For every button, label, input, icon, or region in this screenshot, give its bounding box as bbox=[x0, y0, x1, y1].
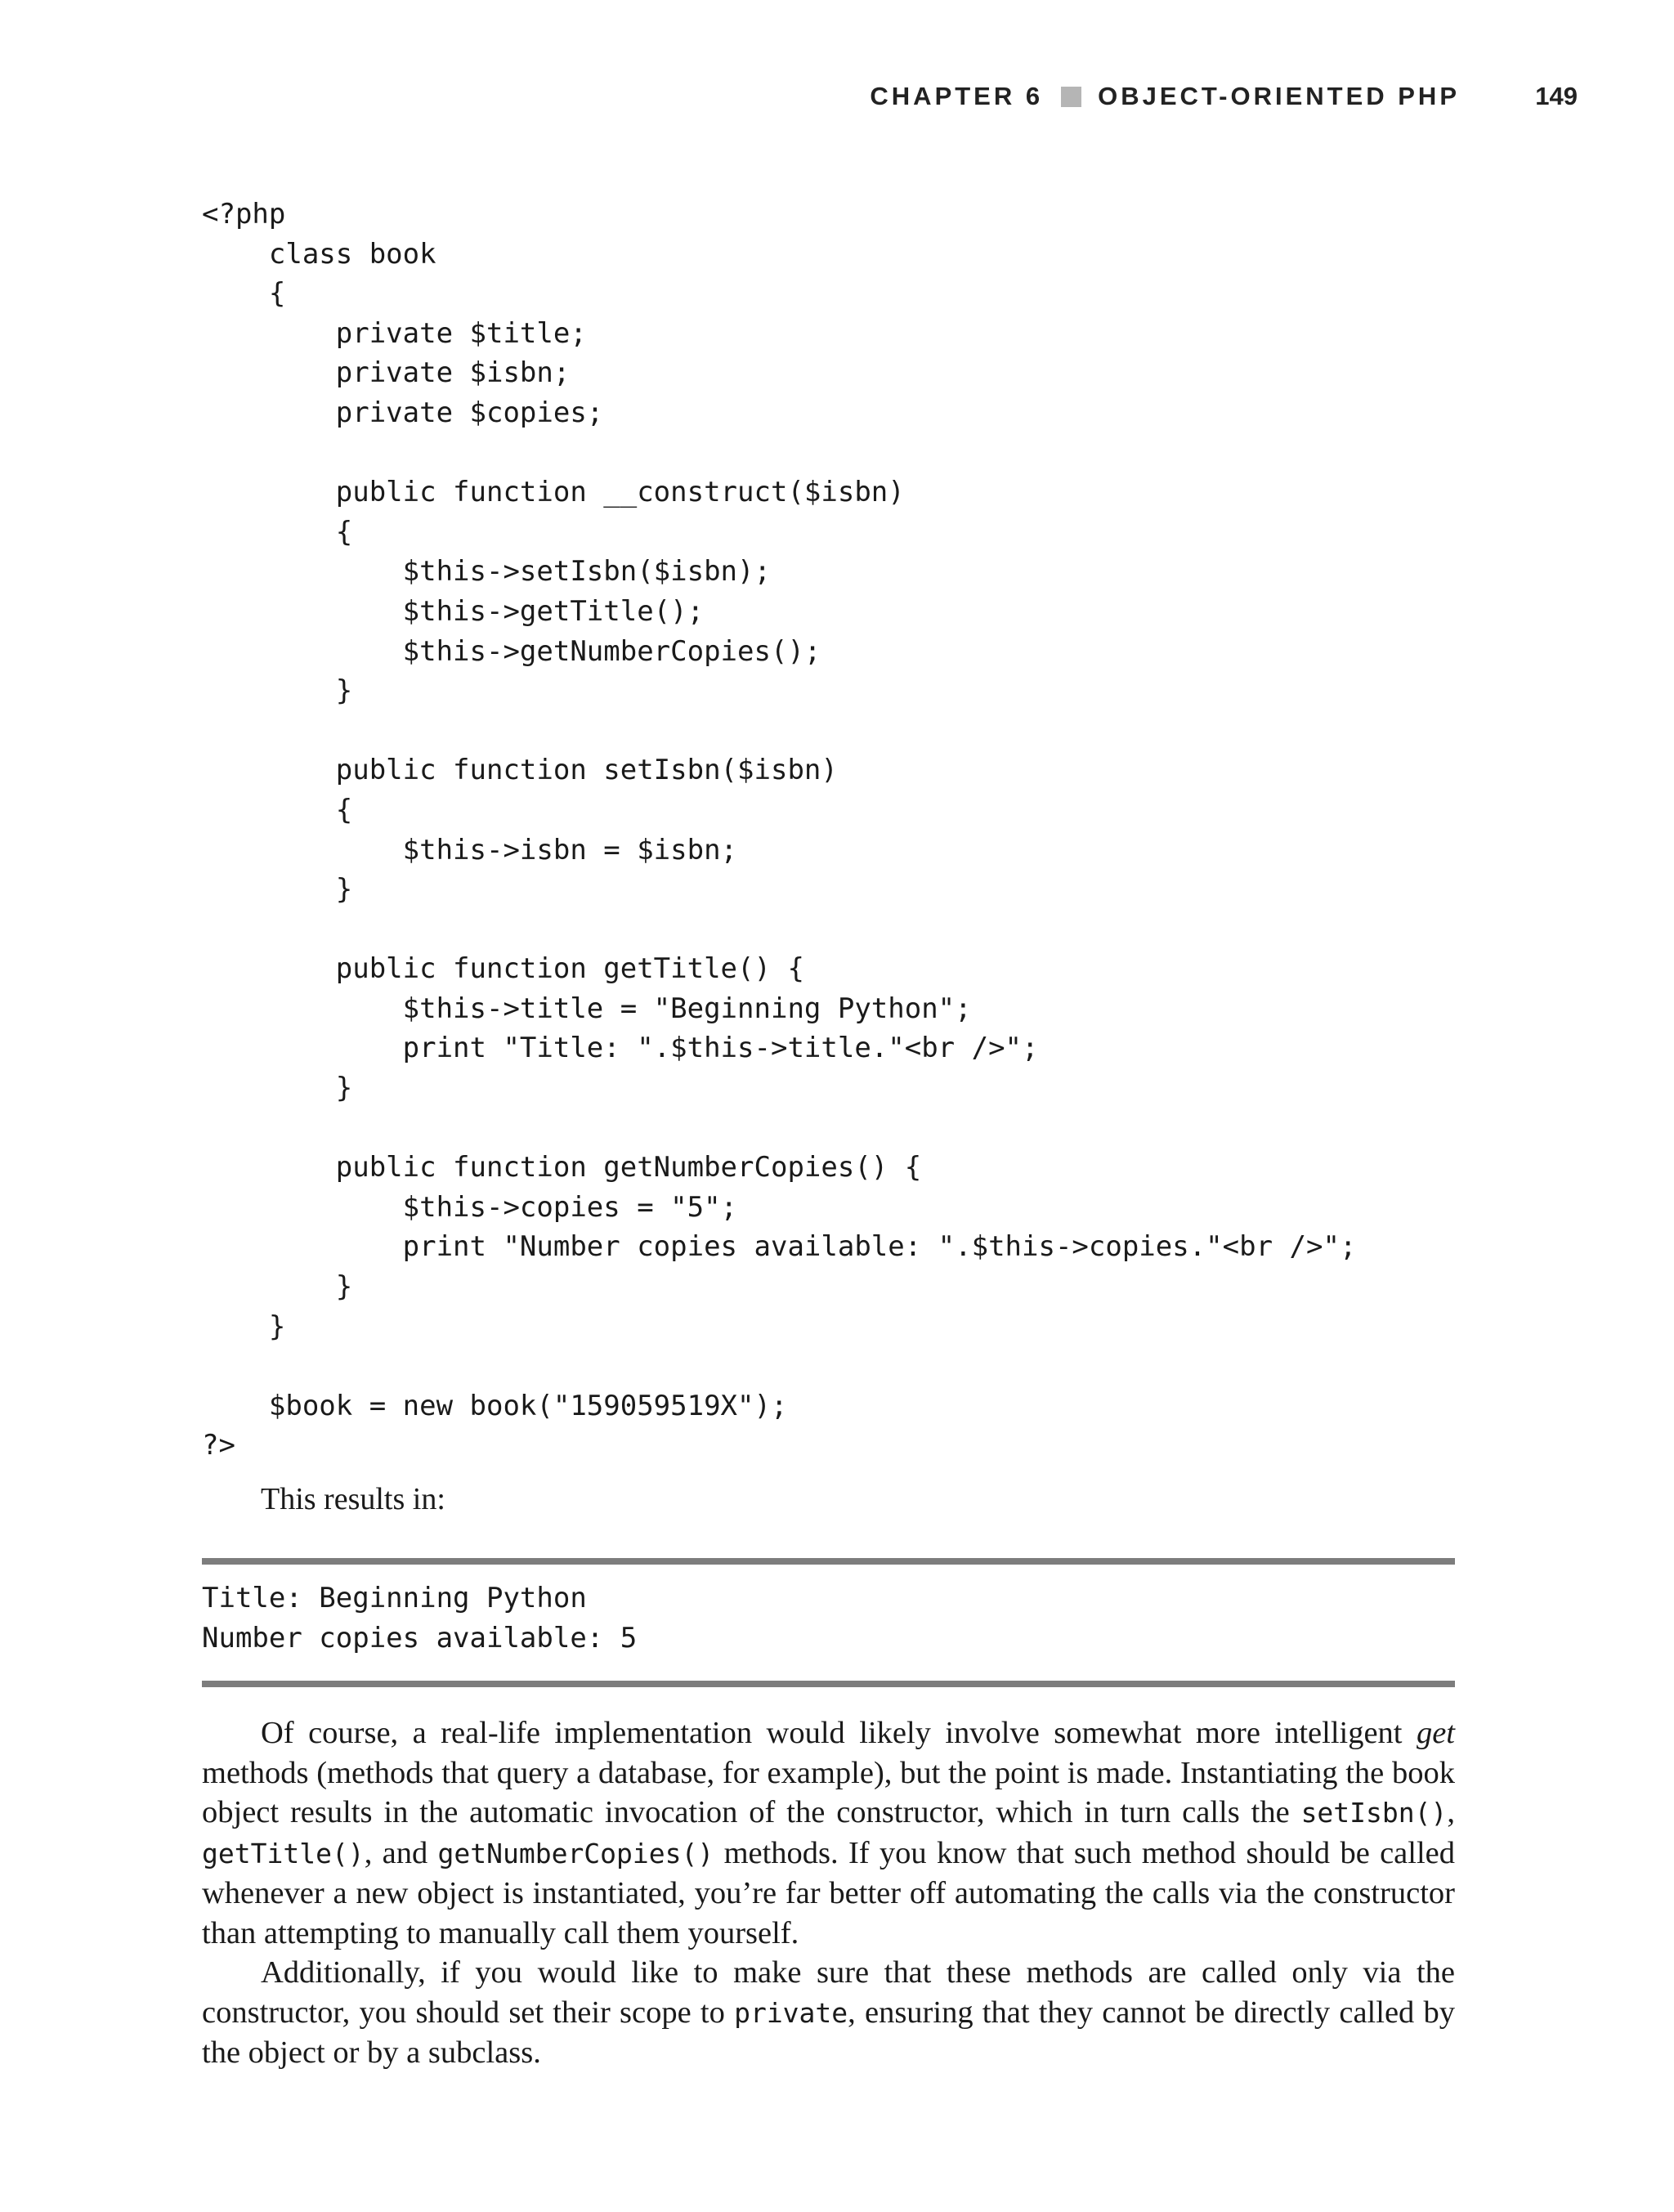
inline-code-setisbn: setIsbn() bbox=[1300, 1797, 1448, 1829]
paragraph-constructor-explanation bbox=[202, 1713, 1455, 1953]
running-head bbox=[870, 82, 1460, 111]
code-line: private $title; bbox=[202, 316, 587, 350]
para1-italic-get: get bbox=[1416, 1716, 1455, 1750]
code-line: $this->setIsbn($isbn); bbox=[202, 555, 771, 589]
code-line bbox=[202, 711, 1356, 751]
para2-text-2: , ensuring that they cannot be directly called by the object or by a subclass. bbox=[202, 1995, 1455, 2070]
code-line: public function getNumberCopies() { bbox=[202, 1151, 922, 1184]
code-line bbox=[202, 1108, 1356, 1149]
body-text bbox=[202, 1713, 1455, 2073]
code-line bbox=[202, 1346, 1356, 1386]
code-line: $this->getNumberCopies(); bbox=[202, 634, 821, 668]
output-line: Title: Beginning Python bbox=[202, 1582, 587, 1614]
chapter-title: OBJECT-ORIENTED PHP bbox=[1098, 82, 1460, 110]
para1-sep-2: , and bbox=[364, 1835, 438, 1870]
para1-sep-1: , bbox=[1447, 1795, 1455, 1829]
code-line: $this->getTitle(); bbox=[202, 594, 705, 628]
code-line: private $isbn; bbox=[202, 356, 571, 390]
inline-code-getnumbercopies: getNumberCopies() bbox=[437, 1837, 714, 1869]
inline-code-gettitle: getTitle() bbox=[202, 1837, 365, 1869]
code-line: class book bbox=[202, 237, 436, 271]
output-bottom-rule bbox=[202, 1681, 1455, 1687]
code-line: } bbox=[202, 1310, 286, 1343]
code-line bbox=[202, 910, 1356, 950]
para1-text-2: methods (methods that query a database, for example), but the point is made. Instantiating the book object results in the automatic invocation of the constructor, which in turn calls the bbox=[202, 1755, 1455, 1829]
para2-text-1: Additionally, if you would like to make sure that these methods are called only via the constructor, you should set their scope to bbox=[202, 1955, 1455, 2030]
code-line: { bbox=[202, 515, 353, 549]
header-separator-square bbox=[1061, 87, 1081, 107]
code-line: $book = new book("159059519X"); bbox=[202, 1389, 788, 1422]
code-line: private $copies; bbox=[202, 396, 604, 429]
code-line: public function setIsbn($isbn) bbox=[202, 754, 838, 787]
output-top-rule bbox=[202, 1558, 1455, 1565]
inline-code-private: private bbox=[734, 1996, 848, 2029]
code-line: $this->title = "Beginning Python"; bbox=[202, 992, 972, 1025]
code-line: } bbox=[202, 1072, 353, 1105]
paragraph-private-scope bbox=[202, 1953, 1455, 2073]
para1-text-1: Of course, a real-life implementation would likely involve somewhat more intelligent bbox=[261, 1716, 1417, 1750]
php-code-listing bbox=[202, 195, 1356, 1466]
chapter-label: CHAPTER 6 bbox=[870, 82, 1044, 110]
code-line: } bbox=[202, 1270, 353, 1304]
results-lead-in: This results in: bbox=[261, 1482, 445, 1516]
code-line: } bbox=[202, 873, 353, 907]
code-line: $this->isbn = $isbn; bbox=[202, 833, 738, 866]
code-line: { bbox=[202, 277, 286, 311]
code-line: public function getTitle() { bbox=[202, 952, 804, 986]
page-number: 149 bbox=[1535, 82, 1578, 110]
output-line: Number copies available: 5 bbox=[202, 1621, 638, 1655]
code-line: $this->copies = "5"; bbox=[202, 1190, 738, 1224]
code-line: ?> bbox=[202, 1429, 235, 1462]
program-output bbox=[202, 1578, 637, 1658]
code-line: { bbox=[202, 793, 353, 826]
code-line: print "Number copies available: ".$this->copies."<br />"; bbox=[202, 1230, 1357, 1264]
para1-text-3: methods. If you know that such method should be called whenever a new object is instantiated, you’re far better off automating the calls via the constructor than attempting to manually call them yourself. bbox=[202, 1835, 1455, 1950]
code-line: <?php bbox=[202, 198, 286, 231]
code-line: } bbox=[202, 674, 353, 708]
code-line: public function __construct($isbn) bbox=[202, 476, 905, 509]
code-line bbox=[202, 433, 1356, 473]
code-line: print "Title: ".$this->title."<br />"; bbox=[202, 1032, 1039, 1065]
